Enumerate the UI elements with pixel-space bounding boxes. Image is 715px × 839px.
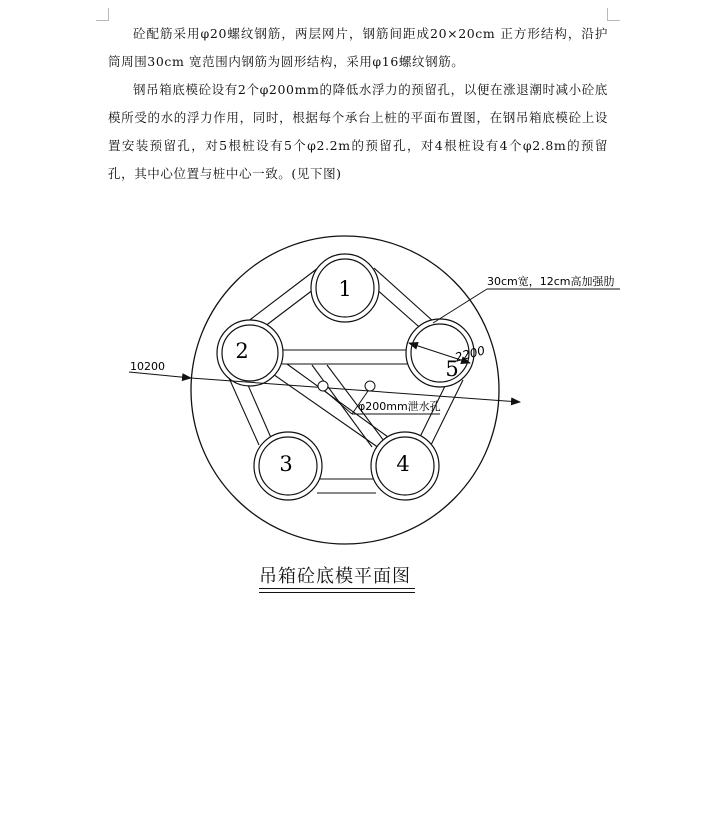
pile-label-5: 5 xyxy=(445,357,459,381)
pile-2 xyxy=(217,320,283,386)
pile-3 xyxy=(254,432,322,500)
pile-label-3: 3 xyxy=(279,452,293,476)
overall-diameter-line-inner xyxy=(191,378,520,402)
pile-diameter-label: 2200 xyxy=(453,343,487,365)
title-underline-second xyxy=(259,592,415,593)
pile-label-2: 2 xyxy=(235,339,249,363)
drain-leader-1 xyxy=(325,391,352,414)
figure-title: 吊箱砼底模平面图 xyxy=(259,566,411,587)
drain-hole-left xyxy=(318,381,328,391)
stiffener-label: 30cm宽，12cm高加强肋 xyxy=(487,275,615,288)
paragraph-2: 钢吊箱底模砼设有2个φ200mm的降低水浮力的预留孔，以便在涨退潮时减小砼底模所受的水的浮力作用，同时，根据每个承台上桩的平面布置图，在钢吊箱底模砼上设置安装预留孔，对5根桩设有5个φ2.2m的预留孔，对4根桩设有4个φ2.8m的预留孔，其中心位置与桩中心一致。(见下图) xyxy=(108,82,608,181)
paragraph-1: 砼配筋采用φ20螺纹钢筋，两层网片，钢筋间距成20×20cm 正方形结构，沿护筒周围30cm 宽范围内钢筋为圆形结构，采用φ16螺纹钢筋。 xyxy=(108,26,608,69)
pile-1 xyxy=(311,254,379,322)
stiffener-leader xyxy=(433,289,487,323)
pile-label-4: 4 xyxy=(396,452,410,476)
title-underline xyxy=(259,588,415,589)
overall-diameter-label: 10200 xyxy=(130,360,165,373)
drain-hole-right xyxy=(365,381,375,391)
pile-4 xyxy=(371,432,439,500)
pile-label-1: 1 xyxy=(338,277,352,301)
drain-hole-label: φ200mm泄水孔 xyxy=(358,400,441,413)
